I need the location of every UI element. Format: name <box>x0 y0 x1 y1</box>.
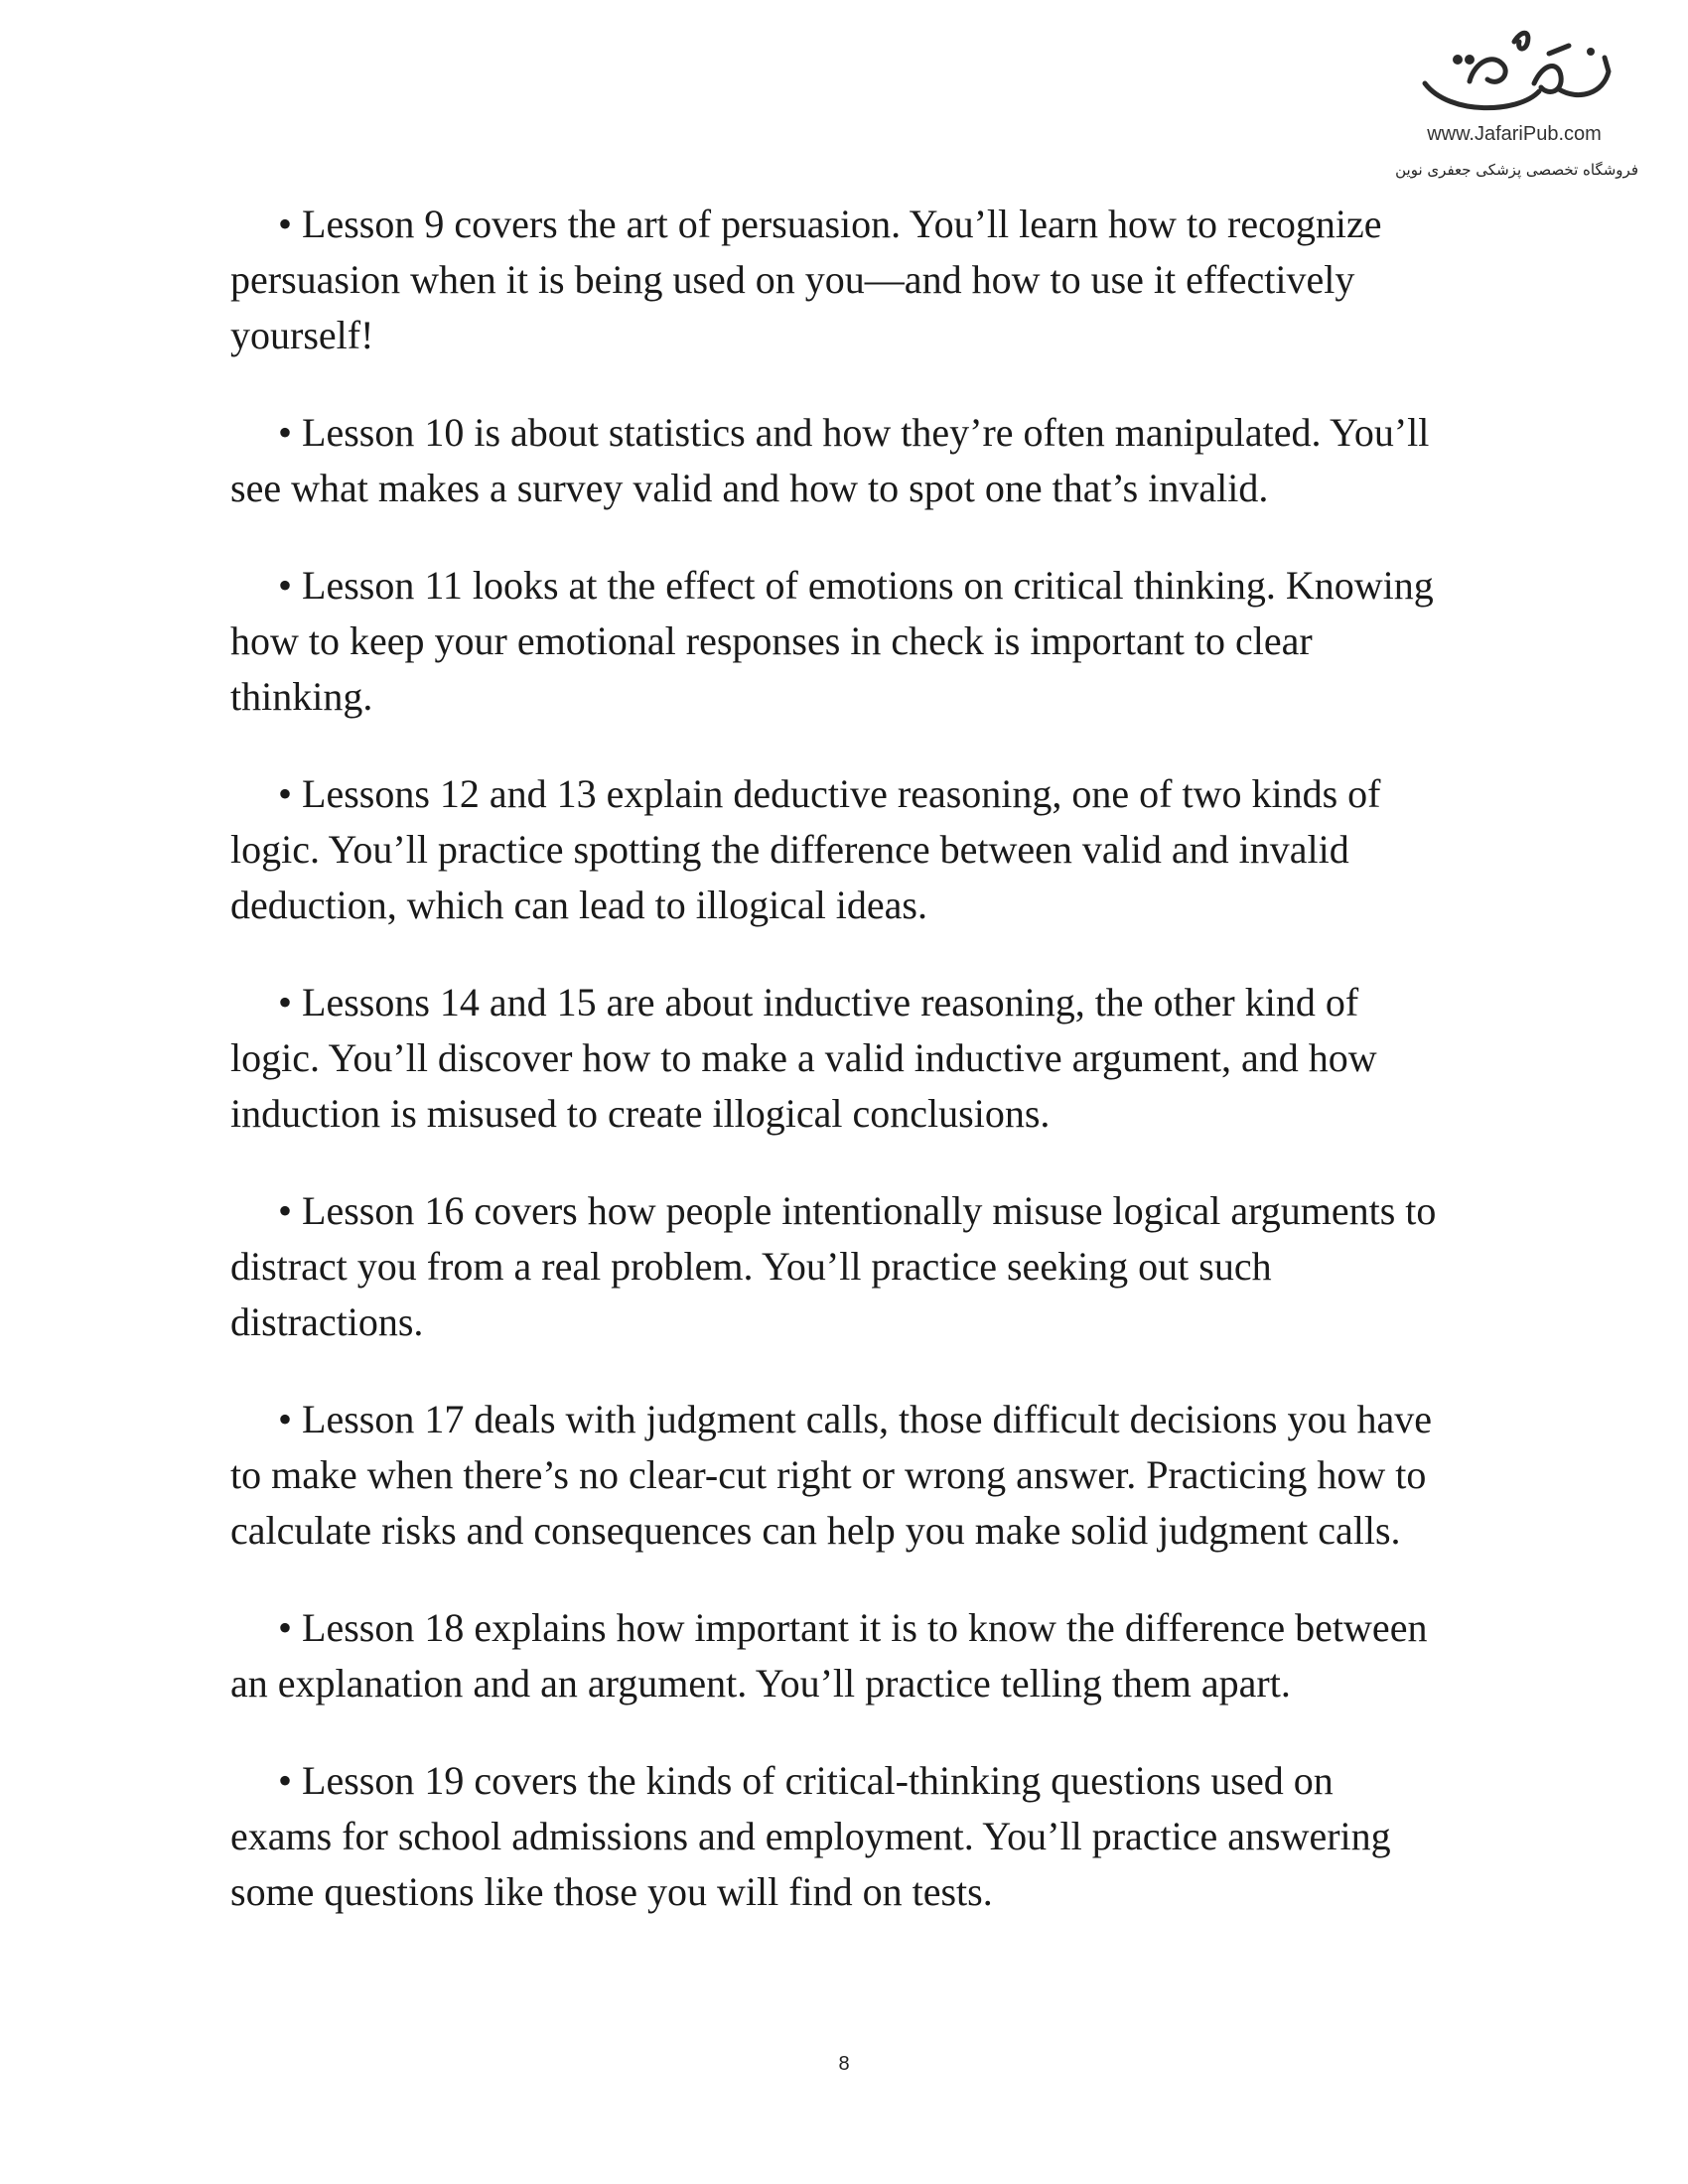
paragraph-line: persuasion when it is being used on you—and how to use it effectively <box>230 257 1355 302</box>
lesson-paragraph <box>230 558 1521 725</box>
paragraph-line: logic. You’ll discover how to make a valid inductive argument, and how <box>230 1035 1377 1080</box>
lesson-paragraph <box>230 1600 1521 1711</box>
paragraph-line: an explanation and an argument. You’ll practice telling them apart. <box>230 1661 1291 1706</box>
paragraph-line: • Lessons 12 and 13 explain deductive reasoning, one of two kinds of <box>278 771 1381 816</box>
lesson-paragraph <box>230 1392 1521 1559</box>
paragraph-line: • Lesson 9 covers the art of persuasion. You’ll learn how to recognize <box>278 202 1382 246</box>
paragraph-line: • Lesson 11 looks at the effect of emotions on critical thinking. Knowing <box>278 563 1434 608</box>
paragraph-line: • Lessons 14 and 15 are about inductive reasoning, the other kind of <box>278 980 1359 1024</box>
paragraph-line: exams for school admissions and employment. You’ll practice answering <box>230 1814 1391 1858</box>
paragraph-line: yourself! <box>230 313 374 357</box>
lesson-paragraph <box>230 1753 1521 1920</box>
lesson-paragraph <box>230 766 1521 933</box>
paragraph-line: • Lesson 19 covers the kinds of critical-thinking questions used on <box>278 1758 1334 1803</box>
paragraph-line: • Lesson 17 deals with judgment calls, those difficult decisions you have <box>278 1397 1432 1441</box>
paragraph-line: distractions. <box>230 1299 424 1344</box>
paragraph-line: logic. You’ll practice spotting the difference between valid and invalid <box>230 827 1349 872</box>
paragraph-line: distract you from a real problem. You’ll practice seeking out such <box>230 1244 1272 1289</box>
jafari-pub-logo-icon <box>1410 22 1618 121</box>
paragraph-line: • Lesson 18 explains how important it is to know the difference between <box>278 1605 1428 1650</box>
lesson-paragraph <box>230 405 1521 516</box>
lesson-paragraph <box>230 975 1521 1142</box>
page-number: 8 <box>838 2053 850 2075</box>
publisher-tagline: فروشگاه تخصصی پزشکی جعفری نوین <box>1395 161 1638 179</box>
lesson-paragraph <box>230 1183 1521 1350</box>
paragraph-line: deduction, which can lead to illogical ideas. <box>230 883 927 927</box>
paragraph-line: • Lesson 10 is about statistics and how they’re often manipulated. You’ll <box>278 410 1430 455</box>
paragraph-line: to make when there’s no clear-cut right or wrong answer. Practicing how to <box>230 1452 1427 1497</box>
paragraph-line: • Lesson 16 covers how people intentionally misuse logical arguments to <box>278 1188 1437 1233</box>
paragraph-line: how to keep your emotional responses in check is important to clear <box>230 618 1313 663</box>
paragraph-line: thinking. <box>230 674 373 719</box>
paragraph-line: calculate risks and consequences can help you make solid judgment calls. <box>230 1508 1401 1553</box>
paragraph-line: some questions like those you will find on tests. <box>230 1869 993 1914</box>
publisher-url: www.JafariPub.com <box>1427 123 1602 145</box>
paragraph-line: induction is misused to create illogical conclusions. <box>230 1091 1051 1136</box>
lesson-paragraph <box>230 197 1521 363</box>
paragraph-line: see what makes a survey valid and how to spot one that’s invalid. <box>230 466 1269 510</box>
publisher-logo <box>1370 22 1668 191</box>
page-body <box>230 197 1521 1962</box>
